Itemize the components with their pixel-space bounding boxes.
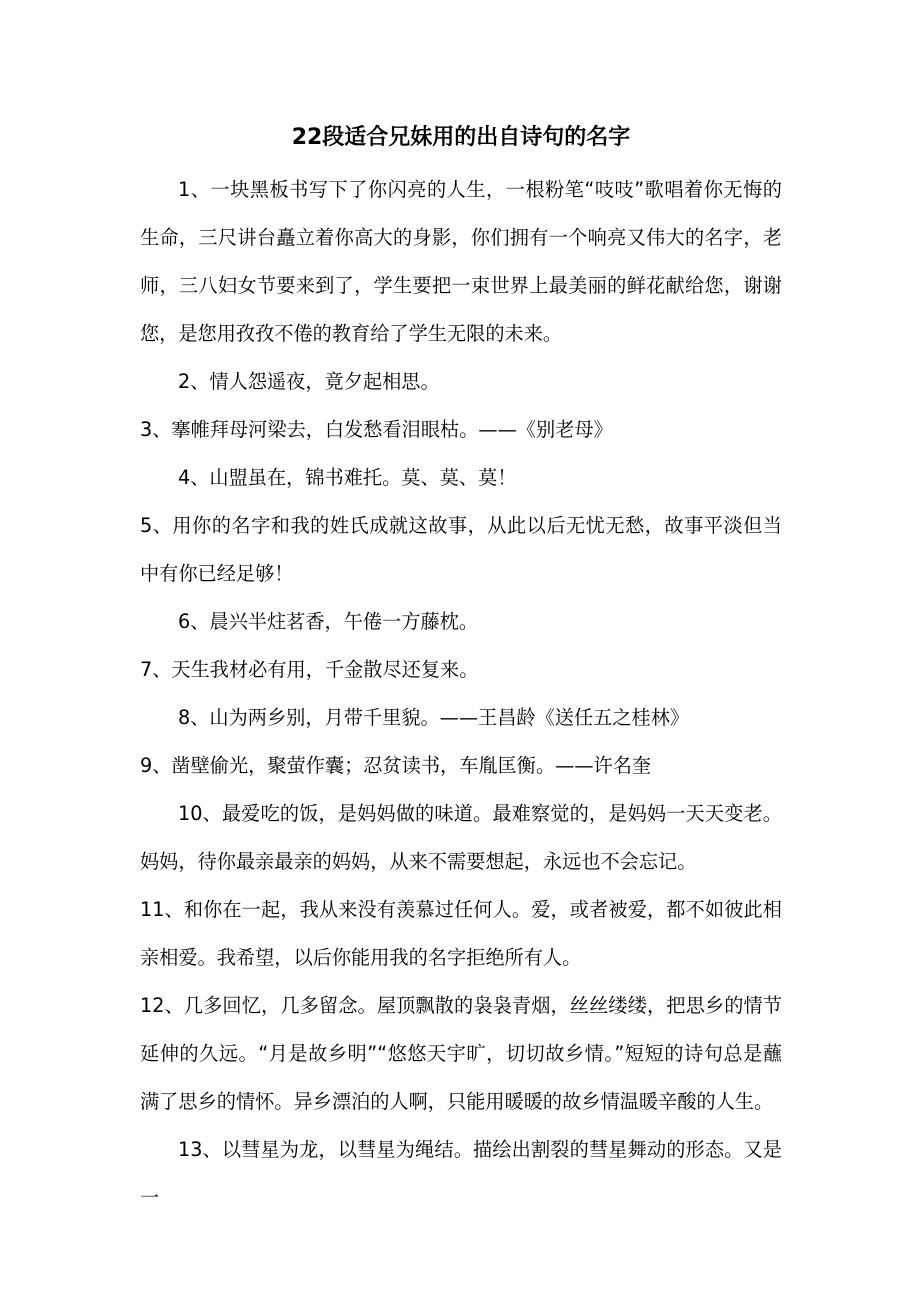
paragraph-2: 2、情人怨遥夜，竟夕起相思。 [178,370,440,393]
document-page [140,118,782,1222]
paragraph-13: 13、以彗星为龙，以彗星为绳结。描绘出割裂的彗星舞动的形态。又是一 [140,1138,782,1209]
paragraph-5: 5、用你的名字和我的姓氏成就这故事，从此以后无忧无愁，故事平淡但当中有你已经足够！ [140,514,782,585]
paragraph-10: 10、最爱吃的饭，是妈妈做的味道。最难察觉的，是妈妈一天天变老。妈妈，待你最亲最亲的妈妈，从来不需要想起，永远也不会忘记。 [140,802,782,873]
paragraph-9: 9、凿壁偷光，聚萤作囊；忍贫读书，车胤匡衡。——许名奎 [140,754,652,777]
paragraph-6: 6、晨兴半炷茗香，午倦一方藤枕。 [178,610,479,633]
paragraph-1: 1、一块黑板书写下了你闪亮的人生，一根粉笔“吱吱”歌唱着你无悔的生命，三尺讲台矗立着你高大的身影，你们拥有一个响亮又伟大的名字，老师，三八妇女节要来到了，学生要把一束世界上最美丽的鲜花献给您，谢谢您，是您用孜孜不倦的教育给了学生无限的未来。 [140,178,782,345]
paragraph-4: 4、山盟虽在，锦书难托。莫、莫、莫！ [178,466,517,489]
document-title: 22段适合兄妹用的出自诗句的名字 [291,125,631,150]
paragraph-7: 7、天生我材必有用，千金散尽还复来。 [140,658,479,681]
paragraph-12: 12、几多回忆，几多留念。屋顶飘散的袅袅青烟，丝丝缕缕，把思乡的情节延伸的久远。“月是故乡明”“悠悠天宇旷，切切故乡情。”短短的诗句总是蘸满了思乡的情怀。异乡漂泊的人啊，只能用暖暖的故乡情温暖辛酸的人生。 [140,994,782,1113]
paragraph-11: 11、和你在一起，我从来没有羡慕过任何人。爱，或者被爱，都不如彼此相亲相爱。我希望，以后你能用我的名字拒绝所有人。 [140,898,782,969]
paragraph-8: 8、山为两乡别，月带千里貌。——王昌龄《送任五之桂林》 [178,706,690,729]
paragraph-3: 3、搴帷拜母河梁去，白发愁看泪眼枯。——《别老母》 [140,418,613,441]
